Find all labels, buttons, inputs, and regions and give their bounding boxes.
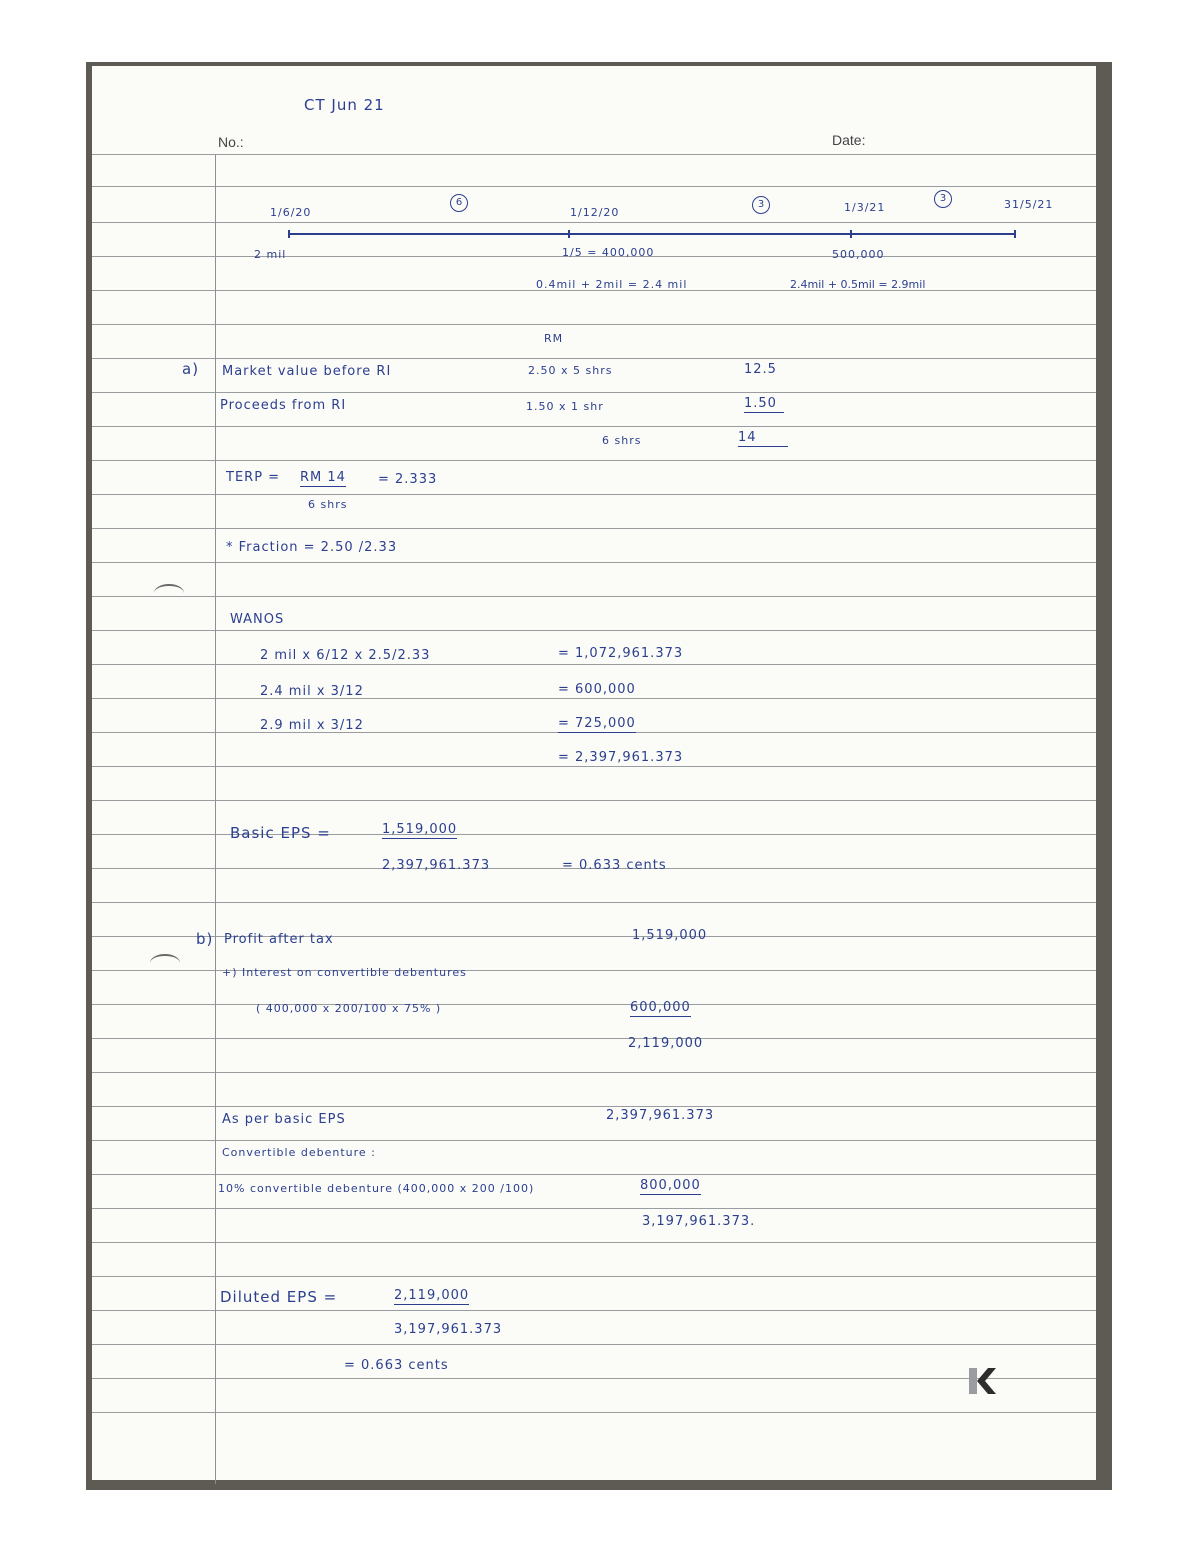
timeline-date: 1/6/20	[270, 206, 312, 219]
basic-shares-label: As per basic EPS	[222, 1112, 346, 1127]
part-a-label: a)	[182, 360, 200, 378]
ruled-line	[92, 766, 1096, 767]
interest-calc: ( 400,000 x 200/100 x 75% )	[256, 1002, 442, 1015]
timeline-date: 31/5/21	[1004, 198, 1054, 211]
months-circle: 3	[934, 190, 952, 208]
market-value-label: Market value before RI	[222, 364, 392, 379]
timeline-date: 1/12/20	[570, 206, 620, 219]
ruled-line	[92, 800, 1096, 801]
no-label: No.:	[218, 134, 244, 150]
timeline-new-issue: 500,000	[832, 248, 885, 261]
months-circle: 6	[450, 194, 468, 212]
fraction-line: * Fraction = 2.50 /2.33	[226, 540, 398, 555]
ruled-line	[92, 1242, 1096, 1243]
convertible-row: 10% convertible debenture (400,000 x 200 /100)	[218, 1182, 535, 1195]
ruled-line	[92, 324, 1096, 325]
ruled-line	[92, 528, 1096, 529]
convertible-label: Convertible debenture :	[222, 1146, 376, 1159]
wanos-calc: 2.9 mil x 3/12	[260, 718, 364, 733]
proceeds-calc: 1.50 x 1 shr	[526, 400, 604, 413]
ruled-line	[92, 1174, 1096, 1175]
ruled-line	[92, 1344, 1096, 1345]
currency-label: RM	[544, 332, 564, 345]
interest-label: +) Interest on convertible debentures	[222, 966, 467, 979]
ruled-line	[92, 1412, 1096, 1413]
timeline-tick	[568, 230, 570, 238]
ruled-line	[92, 562, 1096, 563]
proceeds-label: Proceeds from RI	[220, 398, 347, 413]
interest-value: 600,000	[630, 1000, 691, 1015]
ruled-line	[92, 630, 1096, 631]
profit-after-tax-label: Profit after tax	[224, 932, 334, 947]
terp-result: = 2.333	[378, 472, 438, 487]
timeline-calc: 2.4mil + 0.5mil = 2.9mil	[790, 278, 926, 291]
total-shares-calc: 6 shrs	[602, 434, 642, 447]
part-b-label: b)	[196, 930, 214, 948]
ruled-line	[92, 698, 1096, 699]
margin-line	[215, 154, 216, 1484]
ruled-line	[92, 1140, 1096, 1141]
ruled-line	[92, 1208, 1096, 1209]
ruled-line	[92, 392, 1096, 393]
wanos-result: = 600,000	[558, 682, 636, 697]
ruled-line	[92, 222, 1096, 223]
ruled-line	[92, 664, 1096, 665]
basic-shares-value: 2,397,961.373	[606, 1108, 715, 1123]
wanos-label: WANOS	[230, 612, 285, 627]
timeline-tick	[288, 230, 290, 238]
diluted-eps-label: Diluted EPS =	[220, 1288, 338, 1306]
punch-hole	[150, 954, 180, 972]
total-value-amount: 14	[738, 430, 788, 447]
wanos-calc: 2.4 mil x 3/12	[260, 684, 364, 699]
wanos-total: = 2,397,961.373	[558, 750, 684, 765]
basic-eps-label: Basic EPS =	[230, 824, 331, 842]
basic-eps-result: = 0.633 cents	[562, 858, 667, 873]
wanos-result: = 725,000	[558, 716, 636, 731]
diluted-eps-numerator: 2,119,000	[394, 1288, 470, 1303]
notebook-page	[92, 66, 1096, 1480]
timeline-tick	[1014, 230, 1016, 238]
ruled-line	[92, 596, 1096, 597]
ruled-line	[92, 460, 1096, 461]
ruled-line	[92, 1378, 1096, 1379]
punch-hole	[154, 584, 184, 602]
terp-label: TERP =	[226, 470, 281, 485]
timeline-tick	[850, 230, 852, 238]
ruled-line	[92, 426, 1096, 427]
date-label: Date:	[832, 132, 866, 148]
basic-eps-denominator: 2,397,961.373	[382, 858, 491, 873]
months-circle: 3	[752, 196, 770, 214]
diluted-eps-denominator: 3,197,961.373	[394, 1322, 503, 1337]
ruled-line	[92, 1276, 1096, 1277]
diluted-shares: 3,197,961.373.	[642, 1214, 756, 1229]
terp-denominator: 6 shrs	[308, 498, 348, 511]
proceeds-amount: 1.50	[744, 396, 784, 413]
timeline-calc: 0.4mil + 2mil = 2.4 mil	[536, 278, 688, 291]
timeline-start-shares: 2 mil	[254, 248, 287, 261]
ruled-line	[92, 1310, 1096, 1311]
page-title: CT Jun 21	[304, 96, 385, 114]
ruled-line	[92, 358, 1096, 359]
wanos-calc: 2 mil x 6/12 x 2.5/2.33	[260, 648, 431, 663]
ruled-line	[92, 902, 1096, 903]
adjusted-earnings: 2,119,000	[628, 1036, 704, 1051]
ruled-line	[92, 186, 1096, 187]
ruled-line	[92, 1004, 1096, 1005]
ruled-line	[92, 1106, 1096, 1107]
timeline-date: 1/3/21	[844, 201, 886, 214]
ruled-line	[92, 1072, 1096, 1073]
diluted-eps-result: = 0.663 cents	[344, 1358, 449, 1373]
timeline-rights-issue: 1/5 = 400,000	[562, 246, 655, 259]
terp-numerator: RM 14	[300, 470, 346, 485]
ruled-line	[92, 1038, 1096, 1039]
market-value-amount: 12.5	[744, 362, 777, 377]
brand-logo-icon	[968, 1366, 1000, 1396]
profit-after-tax-value: 1,519,000	[632, 928, 708, 943]
timeline-axis	[288, 233, 1016, 235]
basic-eps-numerator: 1,519,000	[382, 822, 458, 837]
wanos-result: = 1,072,961.373	[558, 646, 684, 661]
market-value-calc: 2.50 x 5 shrs	[528, 364, 613, 377]
convertible-value: 800,000	[640, 1178, 701, 1193]
ruled-line	[92, 154, 1096, 155]
ruled-line	[92, 494, 1096, 495]
